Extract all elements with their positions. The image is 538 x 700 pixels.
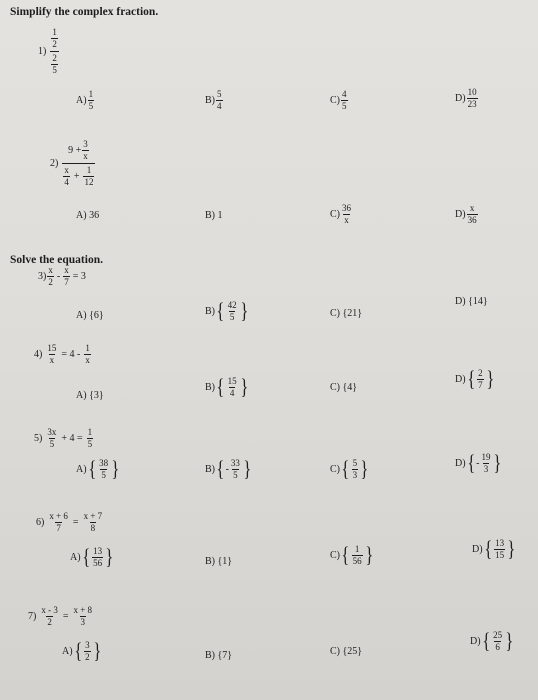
math-text: 4 [217,101,222,111]
brace-glyph: } [360,456,369,481]
math-text: 4) [34,349,43,360]
answer-7a [62,640,102,662]
math-text: 8 [90,523,96,533]
math-text: 42 [227,299,237,310]
math-text: 3 [352,469,358,480]
answer-7d [470,630,515,652]
math-text: A) [70,551,81,563]
brace-glyph: { [216,456,225,481]
math-text: 7 [478,379,483,390]
math-text: 15 [495,549,505,560]
math-text: 38 [99,457,109,468]
answer-3d [455,296,488,307]
math-text: x [85,355,90,365]
answer-3b [205,300,249,322]
math-text: D) [455,296,466,307]
math-text: D) [455,373,466,385]
math-text: 5 [87,439,93,449]
answer-4d [455,368,495,390]
math-text: 5 [88,101,94,111]
math-text: C) [330,209,340,220]
math-text: 1 [354,543,360,554]
math-text: 6) [36,517,45,528]
section-heading-solve: Solve the equation. [10,254,103,266]
frac-denominator: 5 [52,65,57,75]
math-text: 15 [227,375,237,386]
math-text: x [344,215,349,225]
answer-1c [330,90,349,111]
math-text: A) [76,310,87,321]
math-text: 9 + [68,144,82,156]
brace-glyph: } [111,456,120,481]
math-text: A) [76,210,87,221]
brace-glyph: { [483,536,492,561]
frac-numerator: 2 [52,53,57,63]
brace-glyph: { [466,366,475,391]
answer-1b [205,90,224,111]
answer-3c [330,308,362,319]
math-text: D) [455,209,466,220]
math-text: 2 [85,651,90,662]
math-text: B) [205,556,215,567]
math-text: 1 [86,165,92,175]
math-text: = 3 [72,271,86,282]
math-text: C) [330,549,340,561]
math-text: 36 [342,203,351,213]
math-text: 4 [64,177,69,187]
math-text: 1 [87,427,93,437]
answer-3a [76,310,104,321]
answer-7b [205,650,232,661]
math-text: = [72,517,79,528]
math-text: 5) [34,433,43,444]
math-text: x [83,151,88,161]
math-text: 1 [217,210,223,221]
answer-6d [472,538,517,560]
question-1 [38,28,59,75]
answer-6a [70,546,115,568]
math-text: 6 [495,641,500,652]
math-text: B) [205,95,215,106]
math-text: {3} [89,390,104,401]
math-text: B) [205,305,215,317]
math-text: 3 [483,463,489,474]
math-text: C) [330,95,340,106]
answer-4b [205,376,249,398]
answer-5a [76,458,121,480]
math-text: x [469,203,475,213]
math-text: 3) [38,271,47,282]
brace-glyph: { [81,544,90,569]
math-text: D) [455,93,466,104]
math-text: x + 7 [83,511,103,521]
answer-2d [455,204,479,225]
math-text: + 4 = [61,433,83,444]
answer-5d [455,452,503,474]
frac-denominator: 2 [52,39,57,49]
math-text: 36 [467,215,477,225]
math-text: 5 [233,469,238,480]
math-text: 5 [101,469,106,480]
math-text: 5 [352,457,358,468]
math-text: A) [76,390,87,401]
math-text: C) [330,646,340,657]
math-text: 36 [89,210,100,221]
math-text: A) [62,645,73,657]
math-text: x [64,165,69,175]
brace-glyph: } [485,366,494,391]
math-text: - [56,271,61,282]
answer-5c [330,458,370,480]
math-text: = [62,611,69,622]
question-3 [38,266,86,287]
math-text: 7 [56,523,61,533]
math-text: 5 [217,89,222,99]
math-text: 2 [478,367,483,378]
question-6 [36,512,104,533]
math-text: D) [455,457,466,469]
answer-2c [330,204,353,225]
math-text: 13 [495,537,505,548]
math-text: C) [330,308,340,319]
math-text: B) [205,210,215,221]
answer-1a [76,90,95,111]
math-text: A) [76,463,87,475]
math-text: {25} [342,646,363,657]
brace-glyph: { [341,542,350,567]
math-text: {14} [468,296,488,307]
question-number: 1) [38,46,47,57]
answer-1d [455,88,479,109]
answer-2b [205,210,223,221]
math-text: 3 [83,139,88,149]
math-text: 3 [80,617,86,627]
math-text: 19 [481,451,491,462]
math-text: B) [205,650,215,661]
math-text: + [73,170,80,182]
math-text: 2 [48,277,53,287]
math-text: - [476,457,480,469]
answer-4c [330,382,357,393]
math-text: 23 [467,99,477,109]
math-text: x [48,265,53,275]
math-text: {4} [342,382,358,393]
math-text: 5 [229,311,235,322]
math-text: = 4 - [61,349,81,360]
brace-glyph: { [87,456,96,481]
brace-glyph: { [481,628,490,653]
answer-7c [330,646,362,657]
math-text: 3x [47,427,57,437]
question-number: 2) [50,158,59,169]
math-text: 33 [230,457,240,468]
math-text: 7) [28,611,37,622]
brace-glyph: } [239,298,248,323]
math-text: 56 [93,557,103,568]
math-text: 4 [342,89,347,99]
math-text: 13 [93,545,103,556]
math-text: 2 [47,617,52,627]
math-text: 5 [49,439,55,449]
math-text: 25 [493,629,503,640]
answer-5b [205,458,252,480]
answer-4a [76,390,104,401]
math-text: 4 [229,387,235,398]
math-text: 10 [467,87,477,97]
math-text: x [49,355,55,365]
math-text: 7 [64,277,69,287]
brace-glyph: { [216,298,225,323]
math-text: x + 8 [73,605,93,615]
question-4 [34,344,92,365]
brace-glyph: } [92,638,101,663]
math-text: {1} [217,556,233,567]
math-text: - [225,463,229,475]
brace-glyph: { [216,374,225,399]
math-text: {7} [217,650,233,661]
math-text: B) [205,463,215,475]
math-text: 5 [342,101,347,111]
question-7 [28,606,94,627]
math-text: A) [76,95,87,106]
math-text: x [64,265,69,275]
math-text: {6} [89,310,104,321]
math-text: C) [330,382,340,393]
question-2 [50,140,95,187]
answer-2a [76,210,99,221]
math-text: C) [330,463,340,475]
math-text: D) [472,543,483,555]
brace-glyph: } [507,536,516,561]
brace-glyph: { [341,456,350,481]
math-text: 56 [352,555,362,566]
math-text: x + 6 [49,511,68,521]
brace-glyph: } [105,544,114,569]
math-text: 15 [47,343,57,353]
math-text: 12 [84,177,94,187]
brace-glyph: } [493,450,502,475]
math-text: 1 [88,89,94,99]
answer-6b [205,556,232,567]
brace-glyph: } [364,542,373,567]
math-text: {21} [342,308,363,319]
math-text: x - 3 [41,605,58,615]
brace-glyph: } [505,628,514,653]
brace-glyph: { [73,638,82,663]
math-text: D) [470,635,481,647]
math-text: 3 [85,639,90,650]
brace-glyph: } [243,456,252,481]
math-text: 1 [85,343,90,353]
frac-numerator: 1 [52,27,57,37]
question-5 [34,428,94,449]
brace-glyph: } [239,374,248,399]
math-text: B) [205,381,215,393]
section-heading-simplify: Simplify the complex fraction. [10,6,159,18]
answer-6c [330,544,374,566]
brace-glyph: { [466,450,475,475]
